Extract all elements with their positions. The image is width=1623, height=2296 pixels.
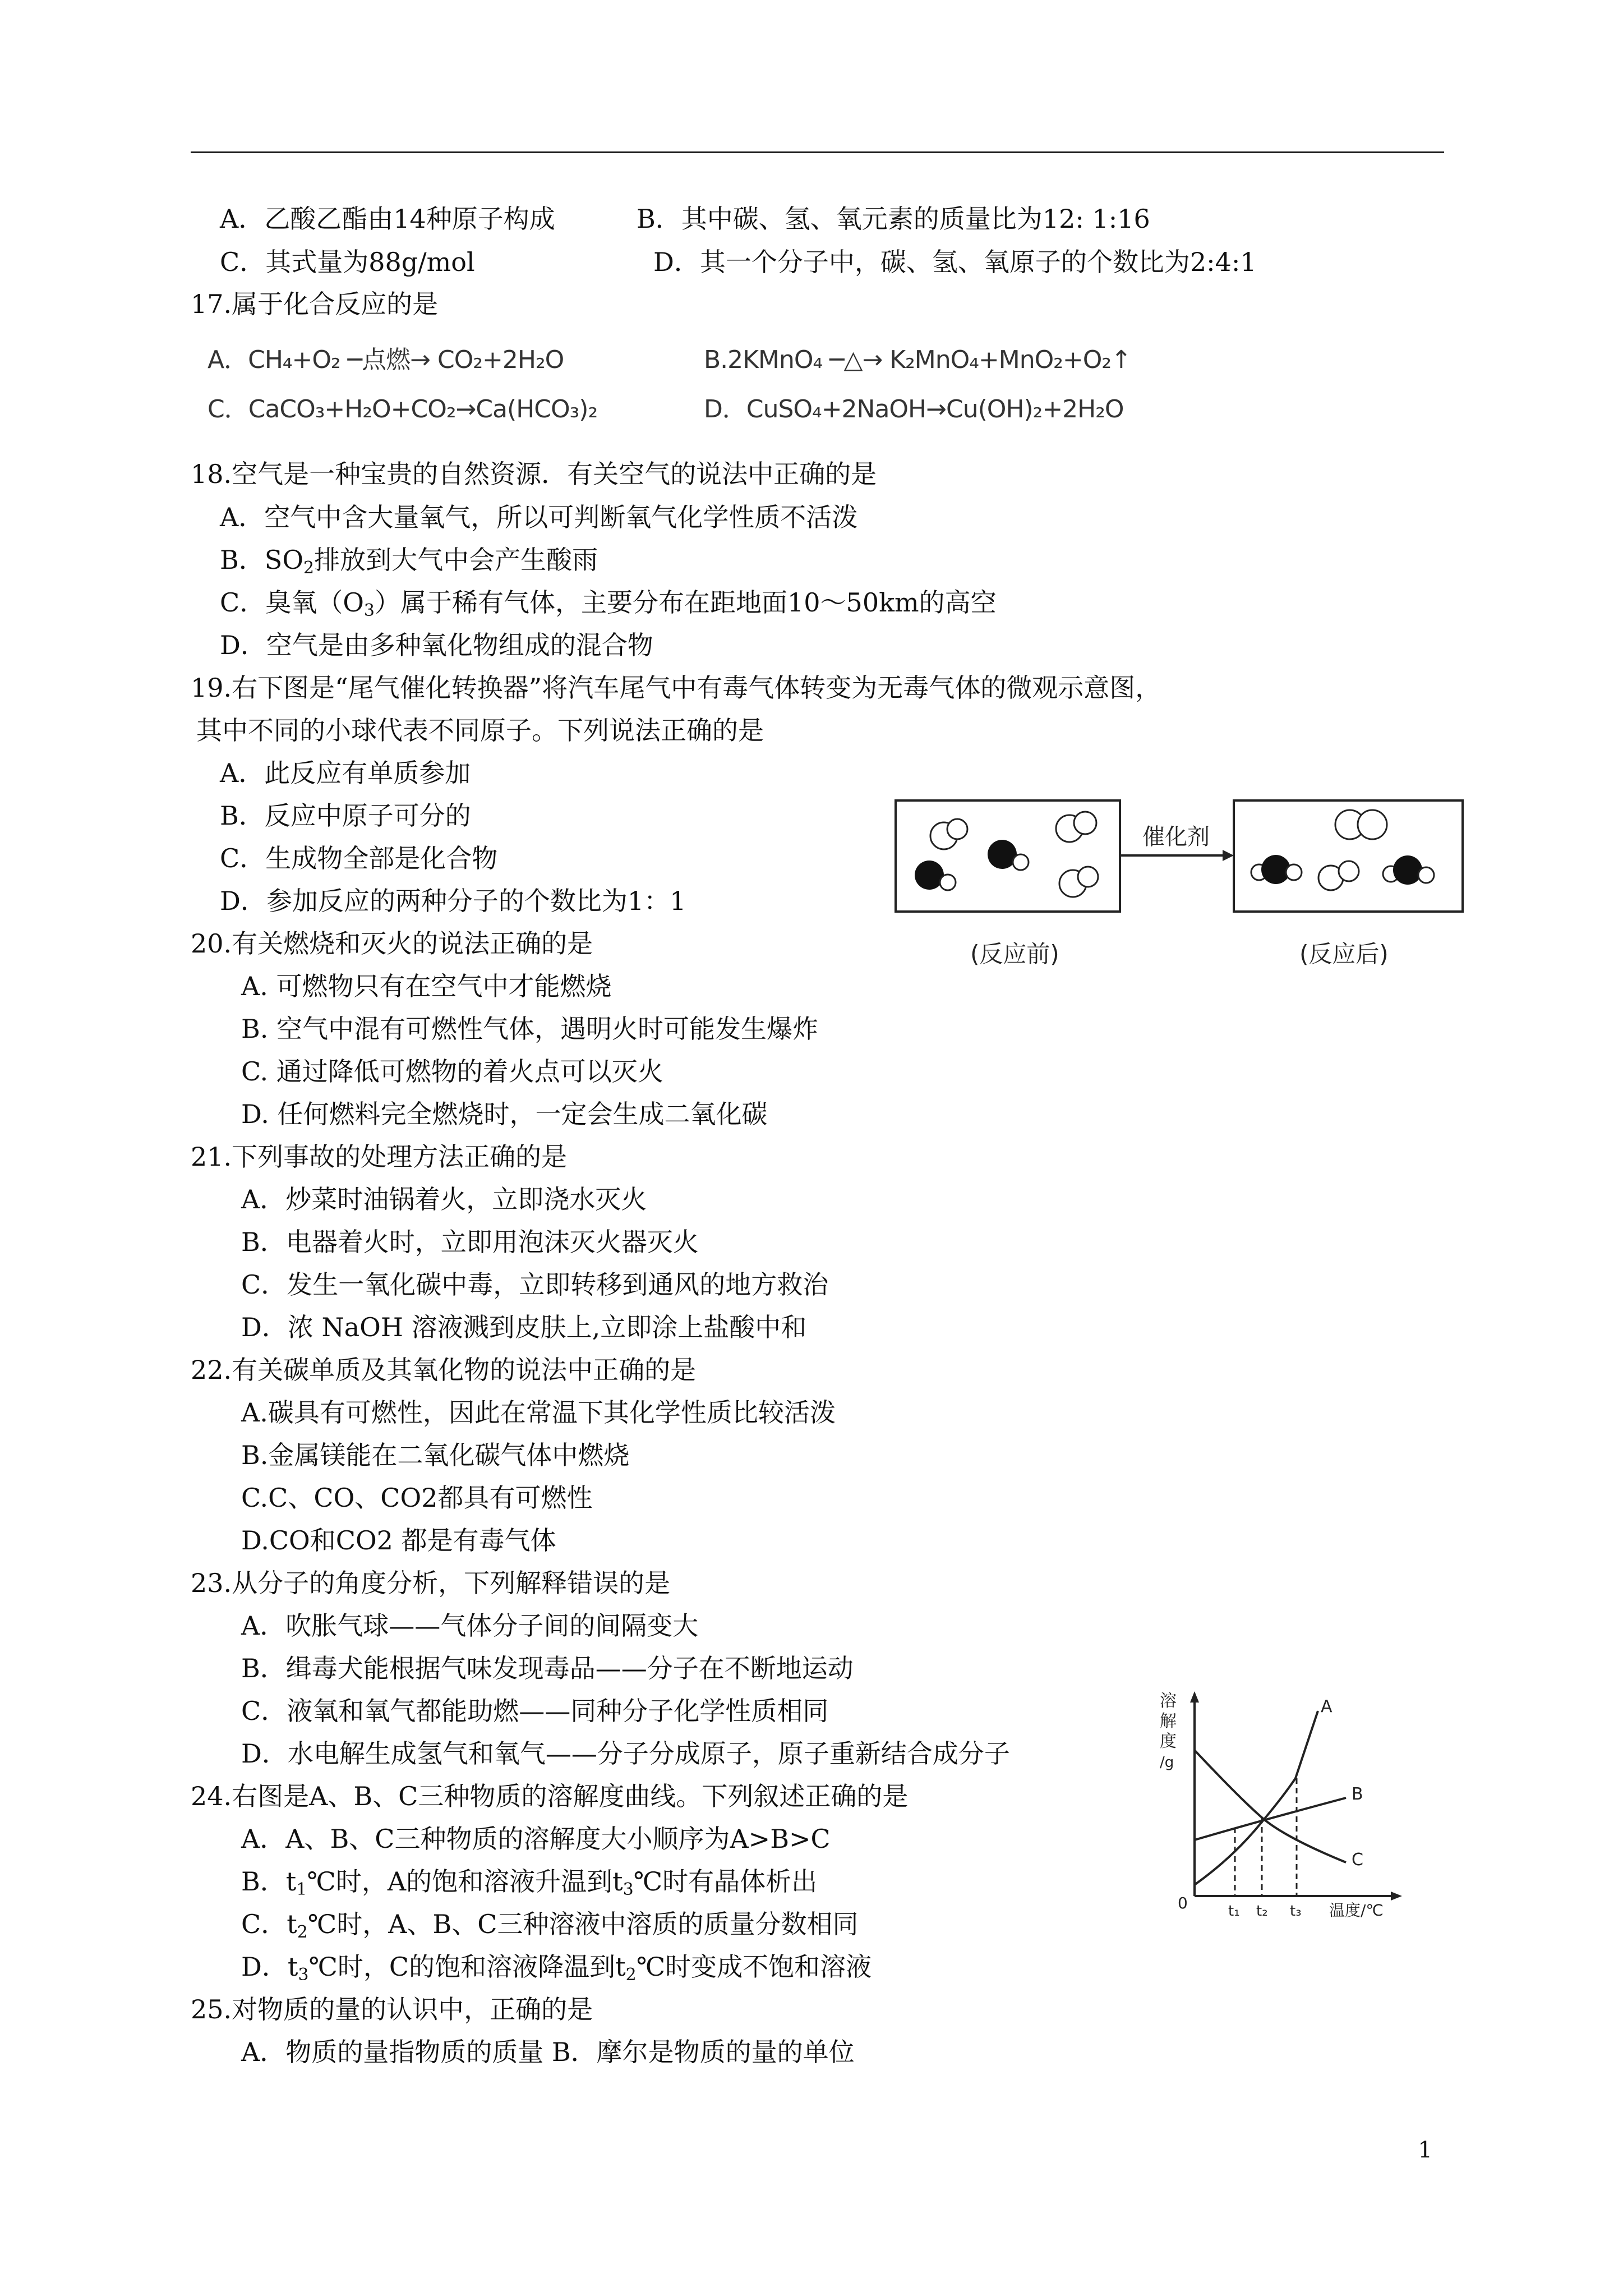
q17-option-c: C．CaCO₃+H₂O+CO₂→Ca(HCO₃)₂ bbox=[208, 395, 598, 424]
q24-option-c: C．$t_2℃$时，A、B、C三种溶液中溶质的质量分数相同 bbox=[241, 1909, 859, 1942]
q24-option-a: A．A、B、C三种物质的溶解度大小顺序为A>B>C bbox=[241, 1824, 831, 1854]
q19-stem-line1: 19.右下图是“尾气催化转换器”将汽车尾气中有毒气体转变为无毒气体的微观示意图， bbox=[191, 673, 1161, 703]
q22-option-c: C.C、CO、CO2都具有可燃性 bbox=[241, 1483, 593, 1513]
q24-option-d: D．$t_3℃$时，C的饱和溶液降温到$t_2℃$时变成不饱和溶液 bbox=[241, 1952, 872, 1985]
q20-option-c: C. 通过降低可燃物的着火点可以灭火 bbox=[241, 1056, 663, 1087]
graph-origin: 0 bbox=[1178, 1894, 1188, 1912]
q21-option-c: C．发生一氧化碳中毒，立即转移到通风的地方救治 bbox=[241, 1269, 829, 1300]
q19-option-b: B．反应中原子可分的 bbox=[220, 800, 471, 831]
after-label: (反应后) bbox=[1299, 940, 1389, 968]
q18-option-a: A．空气中含大量氧气，所以可判断氧气化学性质不活泼 bbox=[220, 502, 858, 532]
graph-ylabel-1: 溶 bbox=[1160, 1691, 1177, 1711]
q23-option-b: B．缉毒犬能根据气味发现毒品——分子在不断地运动 bbox=[241, 1653, 854, 1683]
graph-tick-t3: t₃ bbox=[1290, 1903, 1302, 1920]
reaction-diagram bbox=[895, 799, 1467, 979]
q17-stem: 17.属于化合反应的是 bbox=[191, 289, 439, 319]
catalyst-label: 催化剂 bbox=[1142, 824, 1210, 850]
q20-option-b: B. 空气中混有可燃性气体，遇明火时可能发生爆炸 bbox=[241, 1014, 819, 1044]
q19-option-a: A．此反应有单质参加 bbox=[220, 758, 471, 788]
q18-option-c: C．臭氧$(O_3)$属于稀有气体，主要分布在距地面10～50km的高空 bbox=[220, 587, 997, 620]
graph-ylabel-3: 度 bbox=[1160, 1732, 1177, 1751]
q23-option-d: D．水电解生成氢气和氧气——分子分成原子，原子重新结合成分子 bbox=[241, 1738, 1010, 1769]
graph-tick-t1: t₁ bbox=[1228, 1903, 1240, 1920]
curve-a-label: A bbox=[1321, 1697, 1332, 1717]
q20-stem: 20.有关燃烧和灭火的说法正确的是 bbox=[191, 928, 593, 959]
page-number: 1 bbox=[1418, 2137, 1432, 2163]
q24-stem: 24.右图是A、B、C三种物质的溶解度曲线。下列叙述正确的是 bbox=[191, 1781, 909, 1811]
q18-option-d: D．空气是由多种氧化物组成的混合物 bbox=[220, 630, 653, 660]
q23-option-c: C．液氧和氧气都能助燃——同种分子化学性质相同 bbox=[241, 1696, 829, 1726]
q25-stem: 25.对物质的量的认识中，正确的是 bbox=[191, 1994, 593, 2024]
header-rule bbox=[191, 151, 1444, 153]
q19-option-c: C．生成物全部是化合物 bbox=[220, 843, 498, 873]
q23-option-a: A．吹胀气球——气体分子间的间隔变大 bbox=[241, 1611, 699, 1641]
before-label: (反应前) bbox=[970, 940, 1059, 968]
q17-option-d: D．CuSO₄+2NaOH→Cu(OH)₂+2H₂O bbox=[704, 395, 1124, 424]
q22-option-b: B.金属镁能在二氧化碳气体中燃烧 bbox=[241, 1440, 630, 1470]
q23-stem: 23.从分子的角度分析，下列解释错误的是 bbox=[191, 1568, 671, 1598]
q20-option-d: D. 任何燃料完全燃烧时，一定会生成二氧化碳 bbox=[241, 1099, 768, 1129]
q17-option-a: A．CH₄+O₂ ─点燃→ CO₂+2H₂O bbox=[208, 346, 564, 374]
curve-c bbox=[1195, 1750, 1346, 1862]
q20-option-a: A. 可燃物只有在空气中才能燃烧 bbox=[241, 971, 612, 1001]
curve-b-label: B bbox=[1352, 1784, 1363, 1804]
solubility-graph bbox=[1150, 1677, 1413, 1930]
q16-option-b: B．其中碳、氢、氧元素的质量比为12: 1:16 bbox=[637, 204, 1150, 234]
q17-option-b: B.2KMnO₄ ─△→ K₂MnO₄+MnO₂+O₂↑ bbox=[704, 346, 1131, 374]
q21-stem: 21.下列事故的处理方法正确的是 bbox=[191, 1142, 568, 1172]
q25-options-ab: A．物质的量指物质的质量 B．摩尔是物质的量的单位 bbox=[241, 2037, 855, 2067]
curve-b bbox=[1195, 1798, 1346, 1840]
curve-c-label: C bbox=[1352, 1850, 1363, 1870]
q18-stem: 18.空气是一种宝贵的自然资源．有关空气的说法中正确的是 bbox=[191, 459, 877, 489]
q21-option-d: D．浓 NaOH 溶液溅到皮肤上,立即涂上盐酸中和 bbox=[241, 1312, 807, 1342]
q16-option-d: D．其一个分子中，碳、氢、氧原子的个数比为2:4:1 bbox=[653, 247, 1257, 277]
q19-stem-line2: 其中不同的小球代表不同原子。下列说法正确的是 bbox=[196, 715, 764, 746]
q22-stem: 22.有关碳单质及其氧化物的说法中正确的是 bbox=[191, 1355, 697, 1385]
q16-option-c: C．其式量为88g/mol bbox=[220, 247, 475, 277]
curve-a bbox=[1195, 1711, 1318, 1885]
graph-tick-t2: t₂ bbox=[1256, 1903, 1268, 1920]
q21-option-a: A．炒菜时油锅着火，立即浇水灭火 bbox=[241, 1184, 647, 1214]
graph-xlabel: 温度/℃ bbox=[1329, 1901, 1384, 1920]
q24-option-b: B．$t_1℃$时，A的饱和溶液升温到$t_3℃$时有晶体析出 bbox=[241, 1866, 818, 1899]
q18-option-b: B．$SO_2$排放到大气中会产生酸雨 bbox=[220, 545, 598, 578]
q19-option-d: D．参加反应的两种分子的个数比为1：1 bbox=[220, 886, 686, 916]
graph-ylabel-4: /g bbox=[1160, 1754, 1174, 1771]
q22-option-a: A.碳具有可燃性，因此在常温下其化学性质比较活泼 bbox=[241, 1397, 836, 1428]
graph-ylabel-2: 解 bbox=[1160, 1711, 1177, 1731]
q16-option-a: A．乙酸乙酯由14种原子构成 bbox=[220, 204, 555, 234]
q21-option-b: B．电器着火时，立即用泡沫灭火器灭火 bbox=[241, 1227, 699, 1257]
q22-option-d: D.CO和CO2 都是有毒气体 bbox=[241, 1525, 556, 1556]
